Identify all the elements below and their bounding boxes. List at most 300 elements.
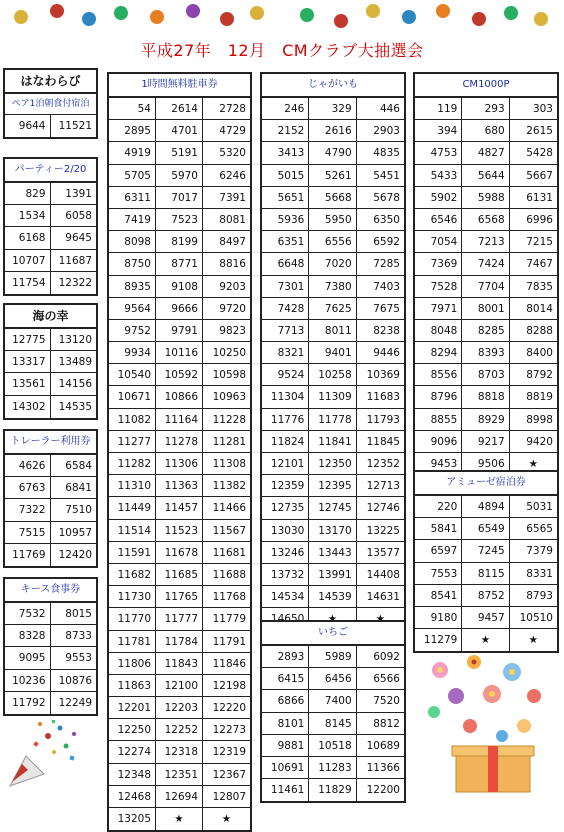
ticket-number-cell: 9095 bbox=[5, 647, 51, 669]
ticket-number-cell: 12100 bbox=[156, 675, 203, 697]
ticket-number-cell: 5902 bbox=[415, 187, 462, 209]
ticket-number-cell: 10671 bbox=[109, 386, 156, 408]
ticket-number-cell: 8014 bbox=[510, 298, 557, 320]
ticket-number-cell: 11768 bbox=[203, 586, 250, 608]
ticket-number-cell: 12735 bbox=[262, 497, 309, 519]
ticket-number-cell: 11778 bbox=[309, 409, 356, 431]
ticket-number-cell: 6351 bbox=[262, 231, 309, 253]
ticket-number-cell: ★ bbox=[528, 634, 539, 647]
ticket-number-cell: 8393 bbox=[462, 342, 509, 364]
ticket-number-cell: 54 bbox=[109, 98, 156, 120]
ticket-number-cell: 11845 bbox=[357, 431, 404, 453]
ticket-number-cell: 6565 bbox=[510, 518, 557, 540]
ornament-icon bbox=[220, 12, 234, 26]
ticket-number-cell: 10250 bbox=[203, 342, 250, 364]
ticket-number-cell: 8400 bbox=[510, 342, 557, 364]
ticket-number-cell: 7215 bbox=[510, 231, 557, 253]
ticket-number-cell: 12348 bbox=[109, 764, 156, 786]
ticket-number-cell: 8321 bbox=[262, 342, 309, 364]
ticket-number-cell: 6568 bbox=[462, 209, 509, 231]
ticket-number-cell: 4919 bbox=[109, 142, 156, 164]
block-cm1000p bbox=[413, 72, 559, 477]
ticket-number-cell: 6456 bbox=[309, 668, 356, 690]
ticket-number-cell: 6546 bbox=[415, 209, 462, 231]
ticket-number-cell: 11688 bbox=[203, 564, 250, 586]
ornament-icon bbox=[300, 8, 314, 22]
ticket-number-cell: 11730 bbox=[109, 586, 156, 608]
ticket-number-cell: 5988 bbox=[462, 187, 509, 209]
ticket-number-cell: 12807 bbox=[203, 786, 250, 808]
ticket-number-cell: 10510 bbox=[510, 607, 557, 629]
ticket-number-cell: 11777 bbox=[156, 608, 203, 630]
ticket-number-cell: 11164 bbox=[156, 409, 203, 431]
ticket-number-cell: 11765 bbox=[156, 586, 203, 608]
ticket-number-cell: 7379 bbox=[510, 540, 557, 562]
ticket-number-cell: 5936 bbox=[262, 209, 309, 231]
ticket-number-cell: 5428 bbox=[510, 142, 557, 164]
ticket-number-cell: 8328 bbox=[5, 625, 51, 647]
ticket-number-cell: 2903 bbox=[357, 120, 404, 142]
ticket-number-cell: 1534 bbox=[5, 205, 51, 227]
ticket-number-cell: 12274 bbox=[109, 741, 156, 763]
ticket-number-cell: 6584 bbox=[51, 455, 97, 477]
ticket-number-cell: 9453 bbox=[415, 453, 462, 475]
block-parking bbox=[107, 72, 252, 832]
ticket-number-cell: 12694 bbox=[156, 786, 203, 808]
ticket-number-cell: 12198 bbox=[203, 675, 250, 697]
gift-box-icon bbox=[416, 650, 556, 796]
ticket-number-cell: 11281 bbox=[203, 431, 250, 453]
ticket-number-cell: 7369 bbox=[415, 253, 462, 275]
ticket-number-cell: 13317 bbox=[5, 351, 51, 373]
ticket-number-cell: 329 bbox=[309, 98, 356, 120]
number-grid bbox=[5, 183, 96, 294]
block-title: じゃがいも bbox=[262, 74, 404, 98]
ticket-number-cell: 11466 bbox=[203, 497, 250, 519]
ornament-icon bbox=[472, 12, 486, 26]
ticket-number-cell: 13246 bbox=[262, 542, 309, 564]
ticket-number-cell: 5191 bbox=[156, 142, 203, 164]
ticket-number-cell: 11304 bbox=[262, 386, 309, 408]
ticket-number-cell: 2615 bbox=[510, 120, 557, 142]
ticket-number-cell: 13577 bbox=[357, 542, 404, 564]
ticket-number-cell: 9446 bbox=[357, 342, 404, 364]
ticket-number-cell: 8145 bbox=[309, 713, 356, 735]
ticket-number-cell: 7704 bbox=[462, 276, 509, 298]
ticket-number-cell: 6763 bbox=[5, 477, 51, 499]
ticket-number-cell: 7467 bbox=[510, 253, 557, 275]
ticket-number-cell: 6866 bbox=[262, 690, 309, 712]
ticket-number-cell: 5668 bbox=[309, 187, 356, 209]
ticket-number-cell: 11521 bbox=[58, 120, 92, 132]
ticket-number-cell: 14631 bbox=[357, 586, 404, 608]
ticket-number-cell: 11228 bbox=[203, 409, 250, 431]
number-grid bbox=[5, 603, 96, 714]
number-grid bbox=[415, 496, 557, 651]
ticket-number-cell: 9791 bbox=[156, 320, 203, 342]
ticket-number-cell: 11863 bbox=[109, 675, 156, 697]
ticket-number-cell: 12745 bbox=[309, 497, 356, 519]
ornament-icon bbox=[186, 4, 200, 18]
ticket-number-cell: 220 bbox=[415, 496, 462, 518]
ticket-number-cell: 8929 bbox=[462, 409, 509, 431]
ticket-number-cell: ★ bbox=[156, 808, 203, 830]
ticket-number-cell: 9108 bbox=[156, 276, 203, 298]
ticket-number-cell: 12250 bbox=[109, 719, 156, 741]
ticket-number-cell: 293 bbox=[462, 98, 509, 120]
ticket-number-cell: 11308 bbox=[203, 453, 250, 475]
ticket-number-cell: 7971 bbox=[415, 298, 462, 320]
ticket-number-cell: 7625 bbox=[309, 298, 356, 320]
ticket-number-cell: 11687 bbox=[51, 250, 97, 272]
ticket-number-cell: 11779 bbox=[203, 608, 250, 630]
ticket-number-cell: 11309 bbox=[309, 386, 356, 408]
ticket-number-cell: 11310 bbox=[109, 475, 156, 497]
ticket-number-cell: 11754 bbox=[5, 272, 51, 294]
ticket-number-cell: 394 bbox=[415, 120, 462, 142]
ticket-number-cell: 5644 bbox=[462, 165, 509, 187]
ticket-number-cell: 10963 bbox=[203, 386, 250, 408]
block-title: アミューゼ宿泊券 bbox=[415, 472, 557, 496]
ticket-number-cell: 8285 bbox=[462, 320, 509, 342]
ticket-number-cell: 2895 bbox=[109, 120, 156, 142]
ticket-number-cell: 9401 bbox=[309, 342, 356, 364]
ornament-garland-right bbox=[296, 0, 556, 30]
ticket-number-cell: 12420 bbox=[58, 548, 92, 561]
ticket-number-cell: 10691 bbox=[262, 757, 309, 779]
ornament-icon bbox=[534, 12, 548, 26]
ticket-number-cell: 12252 bbox=[156, 719, 203, 741]
ticket-number-cell: 12352 bbox=[357, 453, 404, 475]
ticket-number-cell: 12273 bbox=[203, 719, 250, 741]
ticket-number-cell: 9881 bbox=[262, 735, 309, 757]
ticket-number-cell: 6415 bbox=[262, 668, 309, 690]
ticket-number-cell: 7713 bbox=[262, 320, 309, 342]
block-title: パーティー2/20 bbox=[5, 159, 96, 183]
ticket-number-cell: 12713 bbox=[357, 475, 404, 497]
ticket-number-cell: 12249 bbox=[58, 696, 92, 709]
ticket-number-cell: 13443 bbox=[309, 542, 356, 564]
ticket-number-cell: 12351 bbox=[156, 764, 203, 786]
ticket-number-cell: 9217 bbox=[462, 431, 509, 453]
ticket-number-cell: 10258 bbox=[309, 364, 356, 386]
ticket-number-cell: 1391 bbox=[51, 183, 97, 205]
ticket-number-cell: 9506 bbox=[462, 453, 509, 475]
ticket-number-cell: 11523 bbox=[156, 520, 203, 542]
ticket-number-cell: 7213 bbox=[462, 231, 509, 253]
ticket-number-cell: 10369 bbox=[357, 364, 404, 386]
ticket-number-cell: 7835 bbox=[510, 276, 557, 298]
ticket-number-cell: 7403 bbox=[357, 276, 404, 298]
ticket-number-cell: 11769 bbox=[5, 544, 51, 566]
ornament-garland-left bbox=[10, 0, 270, 30]
ticket-number-cell: 4827 bbox=[462, 142, 509, 164]
block-title: はなわらび bbox=[5, 70, 96, 94]
number-grid bbox=[5, 455, 96, 566]
ticket-number-cell: 11784 bbox=[156, 631, 203, 653]
ticket-number-cell: 13991 bbox=[309, 564, 356, 586]
ticket-number-cell: 12468 bbox=[109, 786, 156, 808]
ticket-number-cell: 119 bbox=[415, 98, 462, 120]
ticket-number-cell: 8098 bbox=[109, 231, 156, 253]
ticket-number-cell: ★ bbox=[221, 813, 232, 825]
block-title: 1時間無料駐車券 bbox=[109, 74, 250, 98]
ticket-number-cell: 13225 bbox=[357, 520, 404, 542]
ticket-number-cell: 8115 bbox=[462, 563, 509, 585]
ticket-number-cell: 8818 bbox=[462, 386, 509, 408]
block-title: 海の幸 bbox=[5, 305, 96, 329]
ticket-number-cell: 11841 bbox=[309, 431, 356, 453]
ticket-number-cell: 11366 bbox=[357, 757, 404, 779]
ornament-icon bbox=[114, 6, 128, 20]
ticket-number-cell: 13205 bbox=[109, 808, 156, 830]
number-grid bbox=[109, 98, 250, 830]
ticket-number-cell: 8331 bbox=[510, 563, 557, 585]
ticket-number-cell: 7301 bbox=[262, 276, 309, 298]
ticket-number-cell: 13170 bbox=[309, 520, 356, 542]
ticket-number-cell: 11082 bbox=[109, 409, 156, 431]
ticket-number-cell: 6168 bbox=[5, 227, 51, 249]
ornament-icon bbox=[14, 10, 28, 24]
ticket-number-cell: 5651 bbox=[262, 187, 309, 209]
ticket-number-cell: 4729 bbox=[203, 120, 250, 142]
ticket-number-cell: 12201 bbox=[109, 697, 156, 719]
ticket-number-cell: 10689 bbox=[357, 735, 404, 757]
ticket-number-cell: 2614 bbox=[156, 98, 203, 120]
ticket-number-cell: 11846 bbox=[203, 653, 250, 675]
block-subtitle: ペア1泊朝食付宿泊 bbox=[5, 94, 96, 115]
number-grid bbox=[415, 98, 557, 475]
ticket-number-cell: 11683 bbox=[357, 386, 404, 408]
ticket-number-cell: 12203 bbox=[156, 697, 203, 719]
number-grid bbox=[5, 329, 96, 418]
ticket-number-cell: 7428 bbox=[262, 298, 309, 320]
ticket-number-cell: 11363 bbox=[156, 475, 203, 497]
ticket-number-cell: 7017 bbox=[156, 187, 203, 209]
ticket-number-cell: 6350 bbox=[357, 209, 404, 231]
ticket-number-cell: 7054 bbox=[415, 231, 462, 253]
ticket-number-cell: 8796 bbox=[415, 386, 462, 408]
ticket-number-cell: 7515 bbox=[5, 522, 51, 544]
ticket-number-cell: 11685 bbox=[156, 564, 203, 586]
ticket-number-cell: 8998 bbox=[510, 409, 557, 431]
block-trailer bbox=[3, 429, 98, 568]
ticket-number-cell: 4835 bbox=[357, 142, 404, 164]
ticket-number-cell: 4753 bbox=[415, 142, 462, 164]
block-title: キース食事券 bbox=[5, 579, 96, 603]
ticket-number-cell: ★ bbox=[528, 458, 539, 470]
ticket-number-cell: 7400 bbox=[309, 690, 356, 712]
ticket-number-cell: 8294 bbox=[415, 342, 462, 364]
ticket-number-cell: 12101 bbox=[262, 453, 309, 475]
ticket-number-cell: 11793 bbox=[357, 409, 404, 431]
ticket-number-cell: 11567 bbox=[203, 520, 250, 542]
ticket-number-cell: 5841 bbox=[415, 518, 462, 540]
ticket-number-cell: 7675 bbox=[357, 298, 404, 320]
ticket-number-cell: 11457 bbox=[156, 497, 203, 519]
ticket-number-cell: 2152 bbox=[262, 120, 309, 142]
ticket-number-cell: 7528 bbox=[415, 276, 462, 298]
ticket-number-cell: 11282 bbox=[109, 453, 156, 475]
ticket-number-cell: 8011 bbox=[309, 320, 356, 342]
ticket-number-cell: 7510 bbox=[51, 499, 97, 521]
ticket-number-cell: 10592 bbox=[156, 364, 203, 386]
ticket-number-cell: 11306 bbox=[156, 453, 203, 475]
ticket-number-cell: 11843 bbox=[156, 653, 203, 675]
ticket-number-cell: 9457 bbox=[462, 607, 509, 629]
ticket-number-cell: 7424 bbox=[462, 253, 509, 275]
ticket-number-cell: 11792 bbox=[5, 692, 51, 714]
ticket-number-cell: 7419 bbox=[109, 209, 156, 231]
ticket-number-cell: 5950 bbox=[309, 209, 356, 231]
ornament-icon bbox=[402, 10, 416, 24]
ornament-icon bbox=[334, 14, 348, 28]
ticket-number-cell: 6549 bbox=[462, 518, 509, 540]
ticket-number-cell: 7553 bbox=[415, 563, 462, 585]
ticket-number-cell: 8812 bbox=[357, 713, 404, 735]
ticket-number-cell: 10707 bbox=[5, 250, 51, 272]
block-title: トレーラー利用券 bbox=[5, 431, 96, 455]
ticket-number-cell: 2728 bbox=[203, 98, 250, 120]
ticket-number-cell: 12395 bbox=[309, 475, 356, 497]
ticket-number-cell: 12350 bbox=[309, 453, 356, 475]
ticket-number-cell: 12359 bbox=[262, 475, 309, 497]
ticket-number-cell: 5015 bbox=[262, 165, 309, 187]
ticket-number-cell: 8771 bbox=[156, 253, 203, 275]
ticket-number-cell: 7391 bbox=[203, 187, 250, 209]
ticket-number-cell: 5451 bbox=[357, 165, 404, 187]
ticket-number-cell: 2893 bbox=[262, 646, 309, 668]
block-umi bbox=[3, 303, 98, 420]
number-grid bbox=[262, 646, 404, 801]
ticket-number-cell: 11791 bbox=[203, 631, 250, 653]
block-ichigo bbox=[260, 620, 406, 803]
ticket-number-cell: 6566 bbox=[357, 668, 404, 690]
ticket-number-cell: 7245 bbox=[462, 540, 509, 562]
ticket-number-cell: 680 bbox=[462, 120, 509, 142]
ticket-number-cell: 11806 bbox=[109, 653, 156, 675]
ornament-icon bbox=[504, 6, 518, 20]
ticket-number-cell: 8819 bbox=[510, 386, 557, 408]
ticket-number-cell: 11678 bbox=[156, 542, 203, 564]
ticket-number-cell: 8199 bbox=[156, 231, 203, 253]
ticket-number-cell: 9666 bbox=[156, 298, 203, 320]
ticket-number-cell: 303 bbox=[510, 98, 557, 120]
ticket-number-cell: 9823 bbox=[203, 320, 250, 342]
ticket-number-cell: 8855 bbox=[415, 409, 462, 431]
ticket-number-cell: 9524 bbox=[262, 364, 309, 386]
ticket-number-cell: 2616 bbox=[309, 120, 356, 142]
ticket-number-cell: 4626 bbox=[5, 455, 51, 477]
ticket-number-cell: 5031 bbox=[510, 496, 557, 518]
ticket-number-cell: 9644 bbox=[5, 115, 51, 137]
ticket-number-cell: 11770 bbox=[109, 608, 156, 630]
ticket-number-cell: 3413 bbox=[262, 142, 309, 164]
ticket-number-cell: 5320 bbox=[203, 142, 250, 164]
ticket-number-cell: 6058 bbox=[51, 205, 97, 227]
ticket-number-cell: 5678 bbox=[357, 187, 404, 209]
ticket-number-cell: 8750 bbox=[109, 253, 156, 275]
ticket-number-cell: 9934 bbox=[109, 342, 156, 364]
ticket-number-cell: 11449 bbox=[109, 497, 156, 519]
ticket-number-cell: 9203 bbox=[203, 276, 250, 298]
block-title: CM1000P bbox=[415, 74, 557, 98]
ticket-number-cell: 4790 bbox=[309, 142, 356, 164]
ticket-number-cell: 13732 bbox=[262, 564, 309, 586]
ticket-number-cell: 10540 bbox=[109, 364, 156, 386]
ticket-number-cell: 12318 bbox=[156, 741, 203, 763]
ticket-number-cell: 11591 bbox=[109, 542, 156, 564]
ticket-number-cell: 6092 bbox=[357, 646, 404, 668]
ticket-number-cell: 12367 bbox=[203, 764, 250, 786]
ticket-number-cell: 12775 bbox=[5, 329, 51, 351]
ticket-number-cell: 8497 bbox=[203, 231, 250, 253]
ticket-number-cell: 7520 bbox=[357, 690, 404, 712]
ticket-number-cell: 11382 bbox=[203, 475, 250, 497]
ticket-number-cell: 5261 bbox=[309, 165, 356, 187]
ticket-number-cell: 9720 bbox=[203, 298, 250, 320]
ticket-number-cell: 10957 bbox=[51, 522, 97, 544]
ticket-number-cell: 11278 bbox=[156, 431, 203, 453]
ticket-number-cell: 7523 bbox=[156, 209, 203, 231]
ticket-number-cell: 5667 bbox=[510, 165, 557, 187]
ticket-number-cell: 13120 bbox=[51, 329, 97, 351]
ticket-number-cell: 12746 bbox=[357, 497, 404, 519]
block-party bbox=[3, 157, 98, 296]
ticket-number-cell: 14408 bbox=[357, 564, 404, 586]
ticket-number-cell: 13030 bbox=[262, 520, 309, 542]
ticket-number-cell: 5970 bbox=[156, 165, 203, 187]
ticket-number-cell: 12220 bbox=[203, 697, 250, 719]
ticket-number-cell: 11283 bbox=[309, 757, 356, 779]
ticket-number-cell: 829 bbox=[5, 183, 51, 205]
ticket-number-cell: 8703 bbox=[462, 364, 509, 386]
ticket-number-cell: 11279 bbox=[415, 629, 462, 651]
ticket-number-cell: 9180 bbox=[415, 607, 462, 629]
ticket-number-cell: ★ bbox=[462, 629, 509, 651]
block-hanawarabi bbox=[3, 68, 98, 139]
ticket-number-cell: 8793 bbox=[510, 585, 557, 607]
ticket-number-cell: 14535 bbox=[58, 400, 92, 413]
ornament-icon bbox=[82, 12, 96, 26]
ornament-icon bbox=[250, 6, 264, 20]
ticket-number-cell: 8288 bbox=[510, 320, 557, 342]
ticket-number-cell: 13489 bbox=[51, 351, 97, 373]
ticket-number-cell: 6841 bbox=[51, 477, 97, 499]
ticket-number-cell: 8048 bbox=[415, 320, 462, 342]
page-title: 平成27年 12月 CMクラブ大抽選会 bbox=[140, 41, 424, 60]
ticket-number-cell: 4894 bbox=[462, 496, 509, 518]
ticket-number-cell: 8935 bbox=[109, 276, 156, 298]
ticket-number-cell: 11776 bbox=[262, 409, 309, 431]
ticket-number-cell: 14302 bbox=[5, 396, 51, 418]
ticket-number-cell: 8101 bbox=[262, 713, 309, 735]
ticket-number-cell: 6556 bbox=[309, 231, 356, 253]
ticket-number-cell: 9645 bbox=[51, 227, 97, 249]
ticket-number-cell: 11781 bbox=[109, 631, 156, 653]
ornament-icon bbox=[150, 10, 164, 24]
ticket-number-cell: 8733 bbox=[51, 625, 97, 647]
ticket-number-cell: 8816 bbox=[203, 253, 250, 275]
ticket-number-cell: 11829 bbox=[309, 779, 356, 801]
block-title: いちご bbox=[262, 622, 404, 646]
ticket-number-cell: 7380 bbox=[309, 276, 356, 298]
ticket-number-cell: 6131 bbox=[510, 187, 557, 209]
ticket-number-cell: 9420 bbox=[510, 431, 557, 453]
ticket-number-cell: 10116 bbox=[156, 342, 203, 364]
ticket-number-cell: 14534 bbox=[262, 586, 309, 608]
ticket-number-cell: 9553 bbox=[51, 647, 97, 669]
